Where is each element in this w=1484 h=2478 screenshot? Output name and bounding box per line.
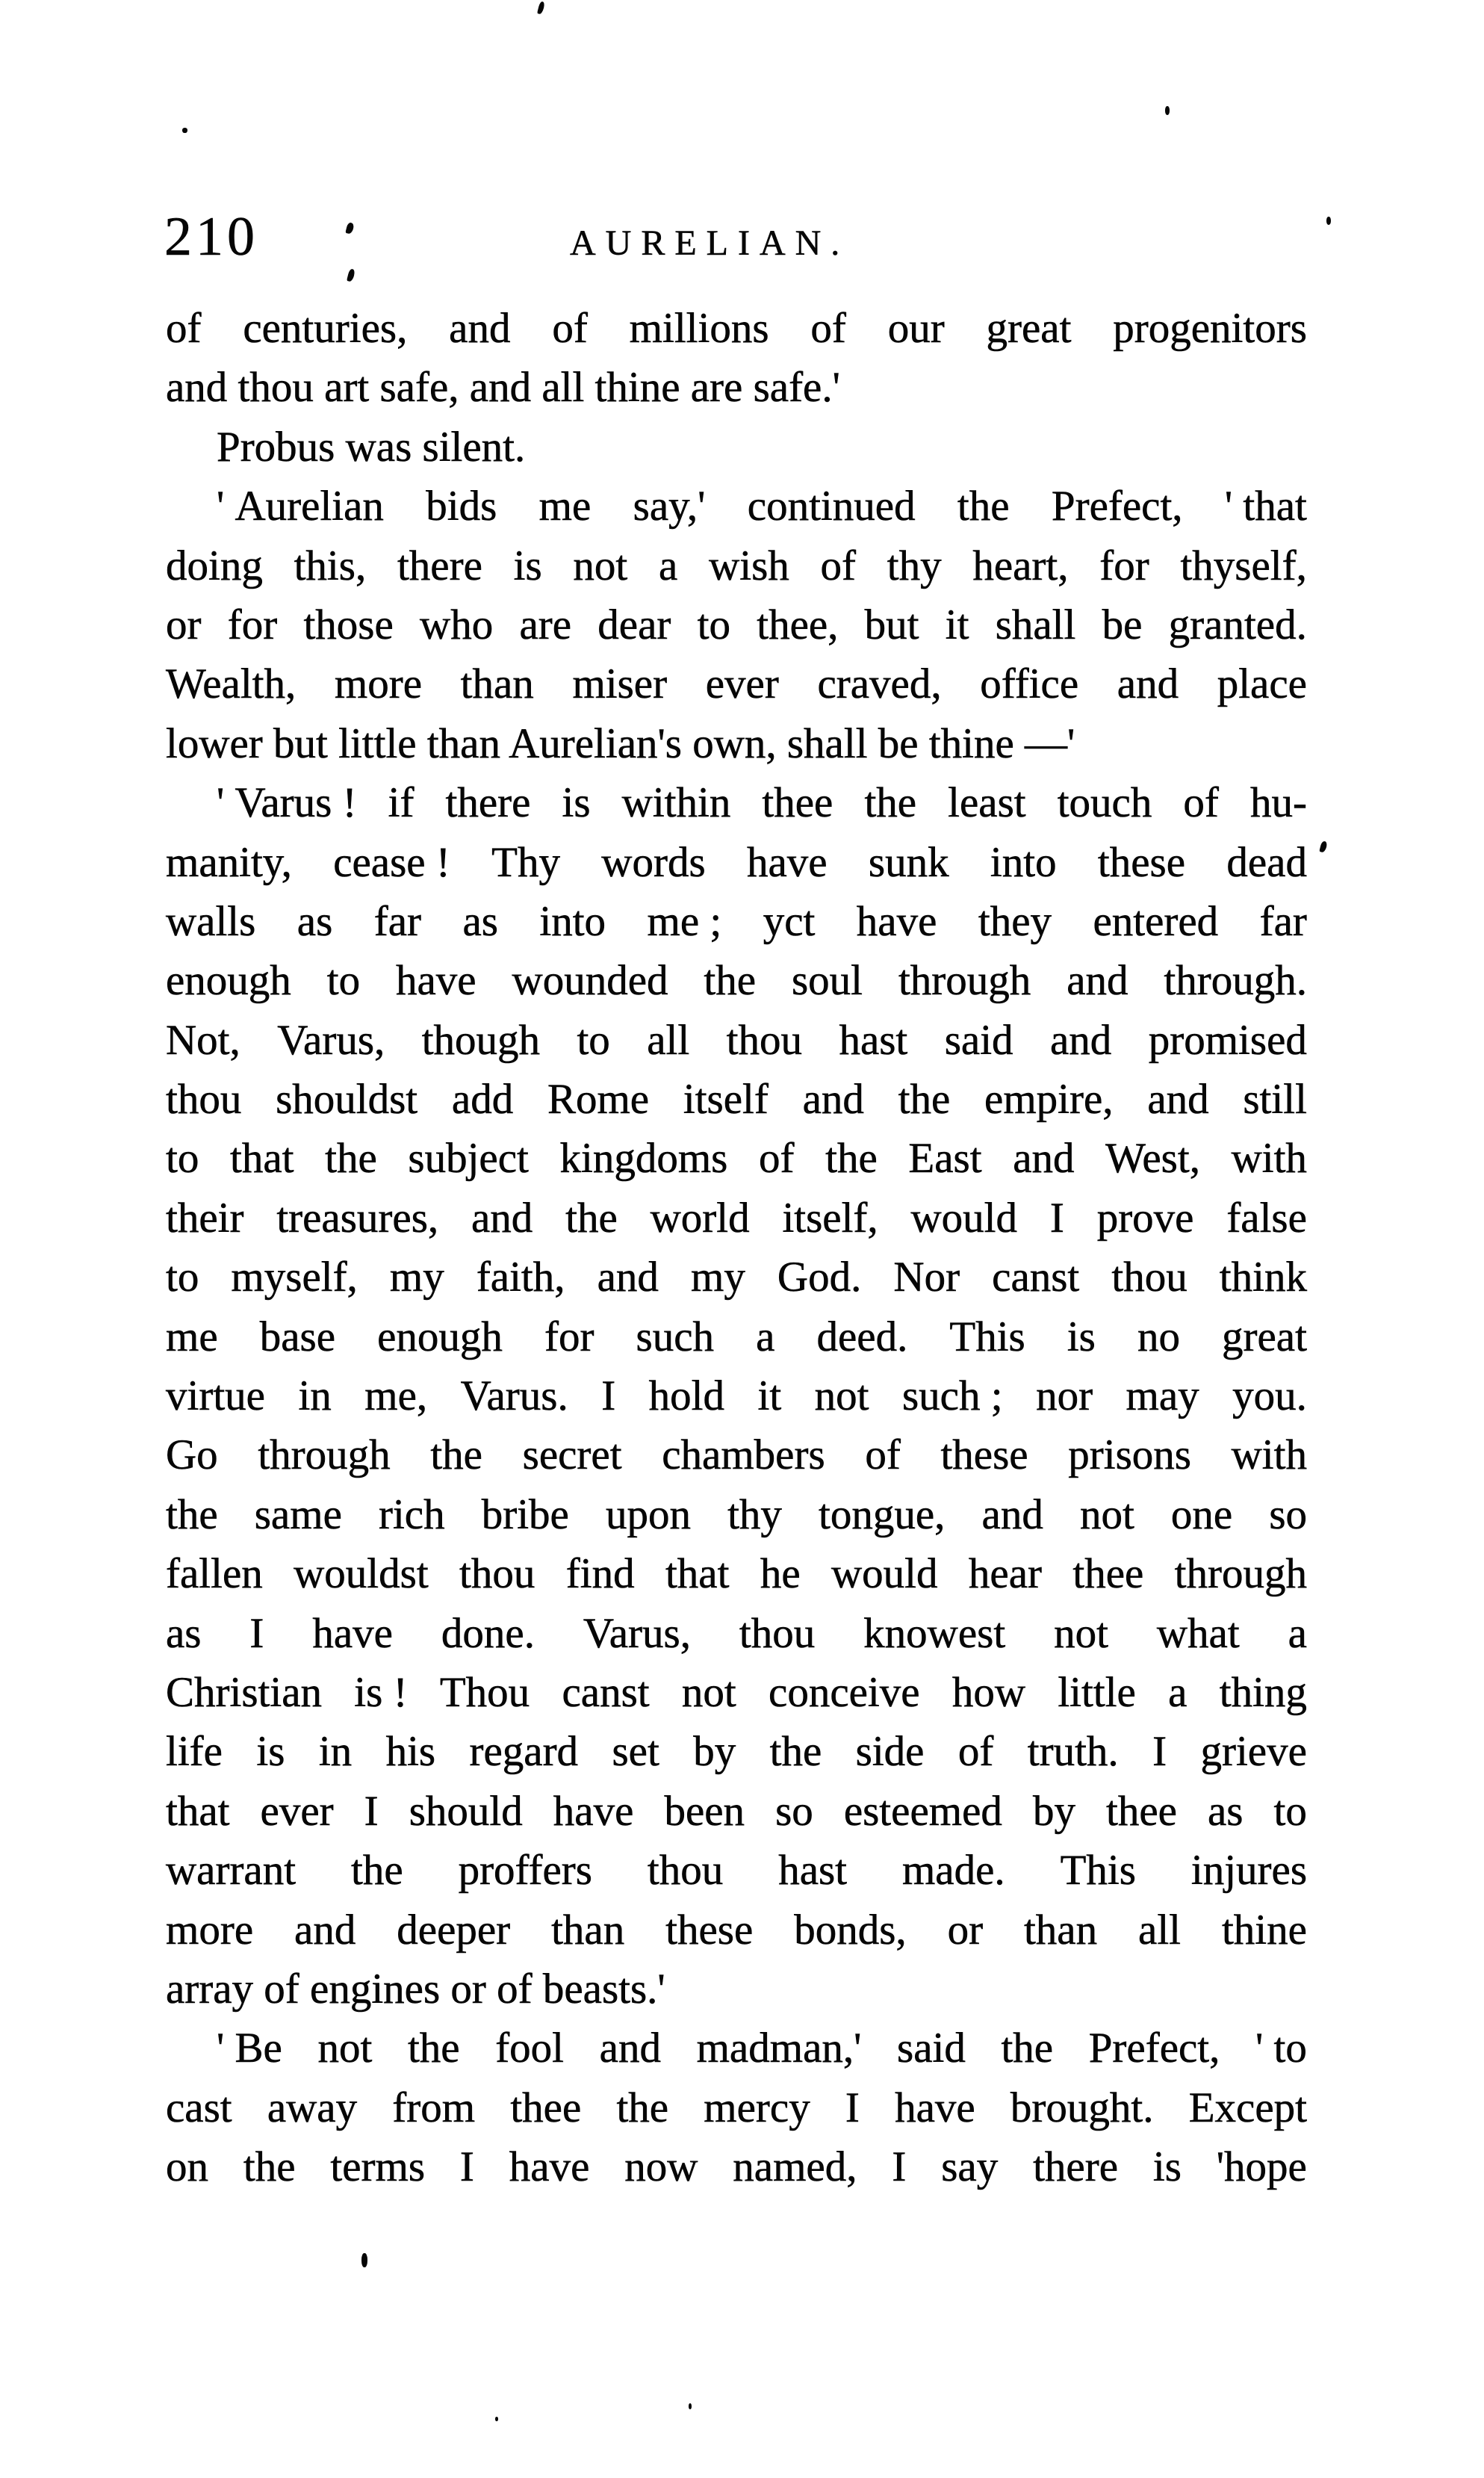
ink-speck (689, 2403, 692, 2409)
text-line: Probus was silent. (217, 423, 526, 471)
text-line: Go through the secret chambers of these prisons with (166, 1431, 1307, 1479)
ink-speck (495, 2417, 498, 2421)
ink-speck (1326, 217, 1331, 225)
text-line: to myself, my faith, and my God. Nor canst thou think (166, 1254, 1307, 1301)
text-line: array of engines or of beasts.' (166, 1965, 665, 2013)
ink-speck (1319, 840, 1327, 852)
text-line: on the terms I have now named, I say there is 'hope (166, 2143, 1307, 2191)
text-line: cast away from thee the mercy I have brought. Except (166, 2084, 1307, 2131)
text-line: walls as far as into me ; yct have they entered far (166, 897, 1307, 945)
body-text (166, 299, 1307, 2197)
text-line: warrant the proffers thou hast made. This injures (166, 1847, 1307, 1895)
text-line: or for those who are dear to thee, but it shall be granted. (166, 601, 1307, 648)
text-line: the same rich bribe upon thy tongue, and not one so (166, 1490, 1307, 1538)
ink-speck (182, 128, 187, 133)
ink-speck (537, 1, 545, 14)
ink-speck (345, 222, 354, 235)
text-line: virtue in me, Varus. I hold it not such ; nor may you. (166, 1372, 1307, 1420)
text-line: thou shouldst add Rome itself and the empire, and still (166, 1076, 1307, 1124)
text-line: and thou art safe, and all thine are safe.' (166, 364, 840, 412)
text-line: enough to have wounded the soul through and through. (166, 957, 1307, 1005)
ink-speck (347, 268, 356, 282)
text-line: manity, cease ! Thy words have sunk into these dead (166, 838, 1307, 886)
text-line: lower but little than Aurelian's own, shall be thine —' (166, 719, 1075, 767)
text-line: Not, Varus, though to all thou hast said and promised (166, 1016, 1307, 1064)
text-line: that ever I should have been so esteemed by thee as to (166, 1787, 1307, 1835)
page-number: 210 (164, 206, 258, 267)
text-line: me base enough for such a deed. This is no great (166, 1313, 1307, 1360)
text-line: Christian is ! Thou canst not conceive how little a thing (166, 1668, 1307, 1716)
text-line: their treasures, and the world itself, would I prove false (166, 1194, 1307, 1242)
running-title: AURELIAN. (570, 223, 850, 263)
text-line: to that the subject kingdoms of the East and West, with (166, 1135, 1307, 1183)
text-line: life is in his regard set by the side of truth. I grieve (166, 1728, 1307, 1776)
text-line: fallen wouldst thou find that he would hear thee through (166, 1550, 1307, 1598)
text-line: of centuries, and of millions of our great progenitors (166, 305, 1307, 352)
ink-speck (361, 2253, 367, 2267)
text-line: Wealth, more than miser ever craved, office and place (166, 660, 1307, 708)
ink-speck (1165, 106, 1170, 115)
text-line: ' Varus ! if there is within thee the least touch of hu- (217, 779, 1307, 827)
text-line: ' Aurelian bids me say,' continued the Prefect, ' that (217, 483, 1307, 530)
text-line: as I have done. Varus, thou knowest not what a (166, 1609, 1307, 1657)
text-line: ' Be not the fool and madman,' said the Prefect, ' to (217, 2025, 1307, 2072)
text-line: doing this, there is not a wish of thy heart, for thyself, (166, 542, 1307, 589)
text-line: more and deeper than these bonds, or than all thine (166, 1906, 1307, 1954)
